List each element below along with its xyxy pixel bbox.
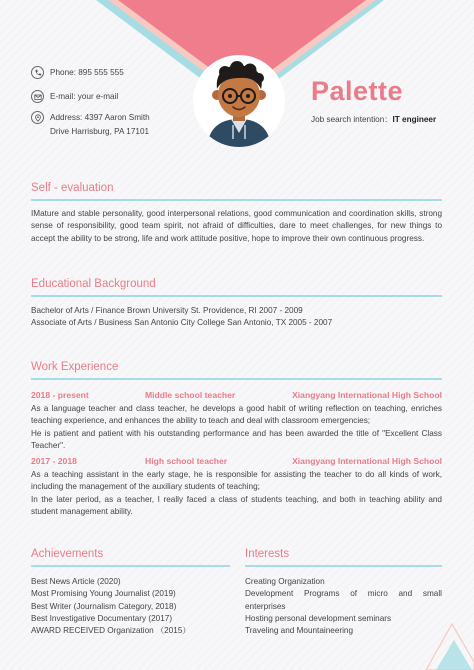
education-item: Bachelor of Arts / Finance Brown University St. Providence, RI 2007 - 2009 bbox=[31, 306, 303, 315]
job-description-line: As a teaching assistant in the early stage, he is responsible for assisting the teacher to do all kinds of work, including the management of the auxiliary students of teaching; bbox=[31, 470, 442, 492]
avatar bbox=[193, 55, 285, 147]
section-divider bbox=[31, 199, 442, 201]
achievements-list bbox=[31, 576, 191, 637]
address-text bbox=[50, 111, 150, 138]
job-company: Xiangyang International High School bbox=[292, 456, 442, 466]
job-description-line: As a language teacher and class teacher, he develops a good habit of writing reflection on teaching, enriches teaching experience, and enhances the ability to teach and deal with classroom emergencies; bbox=[31, 404, 442, 426]
job-intention-label: Job search intention： bbox=[311, 115, 393, 124]
job-description bbox=[31, 469, 442, 518]
section-divider bbox=[31, 565, 230, 567]
interest-item: Development Programs of micro and small enterprises bbox=[245, 589, 442, 611]
section-divider bbox=[31, 378, 442, 380]
section-title-education: Educational Background bbox=[31, 278, 156, 290]
achievement-item: Best News Article (2020) bbox=[31, 577, 121, 586]
achievement-item: Best Writer (Journalism Category, 2018) bbox=[31, 601, 177, 611]
job-company: Xiangyang International High School bbox=[292, 390, 442, 400]
candidate-name: Palette bbox=[311, 76, 404, 106]
job-period: 2018 - present bbox=[31, 390, 89, 400]
section-title-achievements: Achievements bbox=[31, 548, 104, 560]
achievement-item: Most Promising Young Journalist (2019) bbox=[31, 589, 176, 599]
achievement-item: AWARD RECEIVED Organization （2015） bbox=[31, 626, 191, 636]
interest-item: Traveling and Mountaineering bbox=[245, 626, 354, 636]
job-description-line: In the later period, as a teacher, I really faced a class of students teaching, and both in teaching ability and student management ability. bbox=[31, 494, 442, 516]
education-list bbox=[31, 305, 332, 330]
section-title-work-experience: Work Experience bbox=[31, 361, 119, 373]
contact-phone bbox=[31, 66, 124, 79]
contact-address bbox=[31, 111, 150, 138]
job-role: Middle school teacher bbox=[145, 390, 236, 400]
job-intention bbox=[311, 114, 436, 125]
achievement-item: Best Investigative Documentary (2017) bbox=[31, 613, 173, 623]
phone-text: Phone: 895 555 555 bbox=[50, 68, 124, 77]
interest-item: Creating Organization bbox=[245, 577, 325, 586]
interests-list bbox=[245, 576, 442, 637]
corner-triangles bbox=[414, 610, 474, 670]
location-icon bbox=[31, 111, 44, 124]
section-divider bbox=[31, 295, 442, 297]
mail-icon bbox=[31, 90, 44, 103]
job-description-line: He is patient and patient with his outstanding performance and has been awarded the title of "Excellent Class Teacher". bbox=[31, 428, 442, 450]
job-period: 2017 - 2018 bbox=[31, 456, 77, 466]
section-title-interests: Interests bbox=[245, 548, 290, 560]
phone-icon bbox=[31, 66, 44, 79]
job-role: High school teacher bbox=[145, 456, 228, 466]
job-intention-value: IT engineer bbox=[392, 115, 437, 124]
education-item: Associate of Arts / Business San Antonio City College San Antonio, TX 2005 - 2007 bbox=[31, 318, 333, 328]
contact-email bbox=[31, 90, 118, 103]
address-line-1: Address: 4397 Aaron Smith bbox=[50, 113, 150, 122]
section-divider bbox=[245, 565, 442, 567]
job-description bbox=[31, 403, 442, 452]
email-text: E-mail: your e-mail bbox=[50, 92, 119, 101]
address-line-2: Drive Harrisburg, PA 17101 bbox=[50, 126, 150, 136]
interest-item: Hosting personal development seminars bbox=[245, 613, 392, 623]
section-title-self-evaluation: Self - evaluation bbox=[31, 182, 114, 194]
self-evaluation-text: IMature and stable personality, good interpersonal relations, good communication and coordination skills, strong sense of responsibility, good team spirit, not afraid of difficulties, dare to meet challenges, for new things to accept the ability to be strong, life and work attitude positive, hope to improve their own continuous progress. bbox=[31, 209, 442, 243]
